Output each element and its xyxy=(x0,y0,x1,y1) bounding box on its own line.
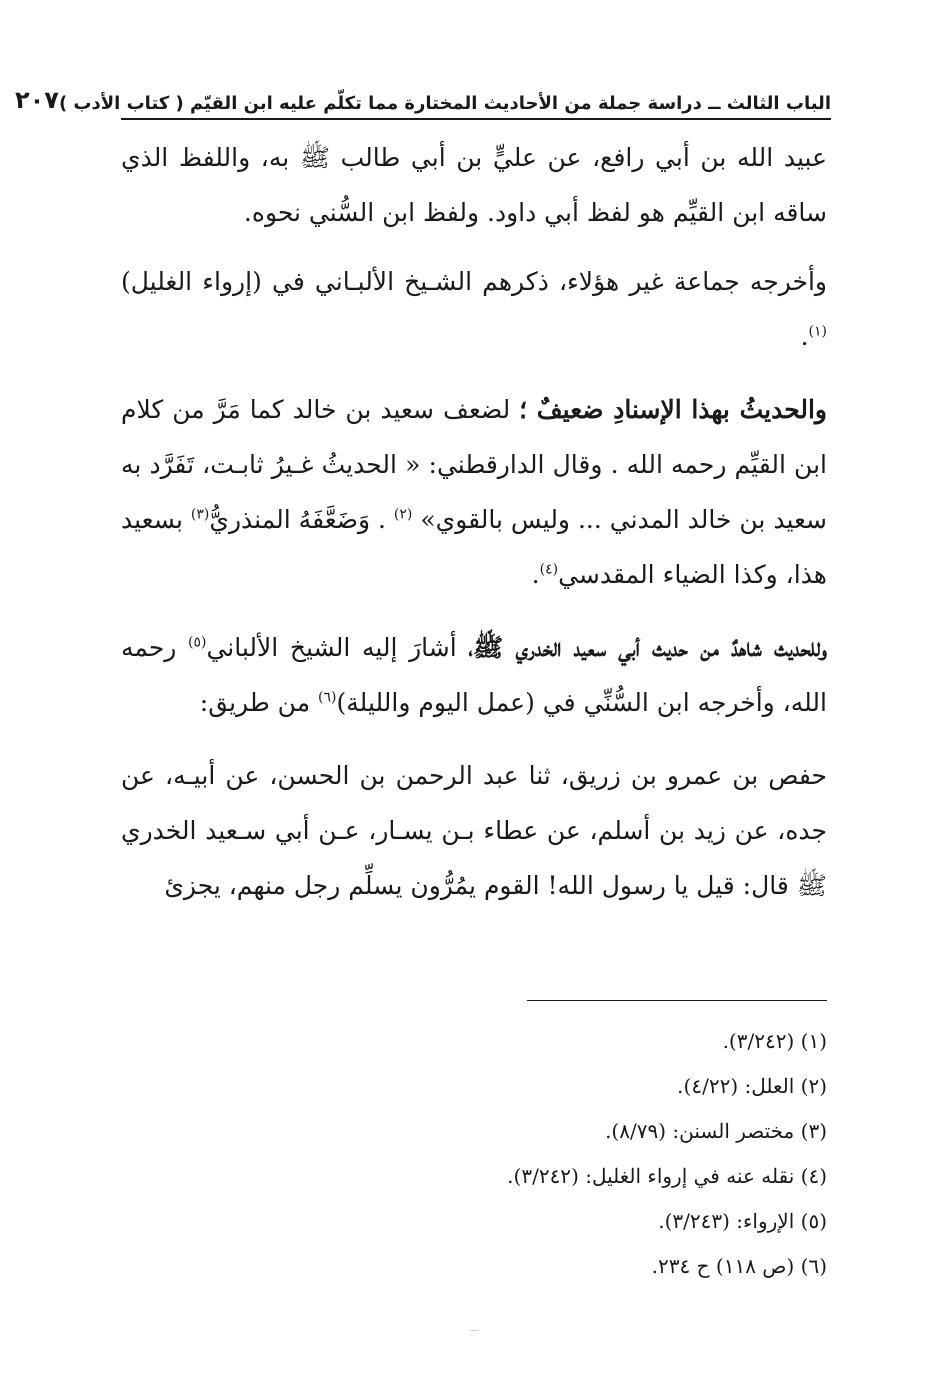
footnote-ref-5[interactable]: (٥) xyxy=(187,634,207,651)
scan-mark xyxy=(470,1330,478,1331)
footnotes xyxy=(121,1000,827,1289)
footnote-ref-3[interactable]: (٣) xyxy=(190,506,210,523)
paragraph-4-text-b: رحمه الله، وأخرجه ابن السُّنِّي في (عمل اليوم والليلة) xyxy=(121,633,827,717)
paragraph-5-text: حفص بن عمرو بن زريق، ثنا عبد الرحمن بن الحسن، عن أبيـه، عن جده، عن زيد بن أسلم، عن عطاء بـن يسـار، عـن أبي سـعيد الخدري ﷺ قال: قيل يا رسول الله! القوم يمُرُّون يسلِّم رجل منهم، يجزئ xyxy=(121,761,827,900)
footnote-1: (١) (٣/٢٤٢). xyxy=(722,1029,827,1053)
paragraph-2 xyxy=(121,254,827,364)
paragraph-3-end: . xyxy=(531,560,540,589)
paragraph-5 xyxy=(121,748,827,913)
footnote-divider xyxy=(527,1000,827,1001)
paragraph-3-text-a: لضعف سعيد بن خالد كما مَرَّ من كلام ابن القيِّم رحمه الله . وقال الدارقطني: « الحديثُ غـيرُ ثابـت، تَفَرَّد به سعيد بن خالد المدني ... وليس بالقوي» xyxy=(121,395,827,534)
paragraph-4-text-a: أشارَ إليه الشيخ الألباني xyxy=(206,633,469,662)
footnote-4: (٤) نقله عنه في إرواء الغليل: (٣/٢٤٢). xyxy=(507,1164,827,1188)
paragraph-1 xyxy=(121,130,827,240)
paragraph-3 xyxy=(121,382,827,602)
paragraph-2-end: . xyxy=(800,322,809,351)
paragraph-4-text-c: من طريق: xyxy=(199,688,319,717)
paragraph-3-text-c: بسعيد هذا، وكذا الضياء المقدسي xyxy=(120,505,827,589)
paragraph-1-text: عبيد الله بن أبي رافع، عن عليٍّ بن أبي طالب ﷺ به، واللفظ الذي ساقه ابن القيِّم هو لفظ أبي داود. ولفظ ابن السُّني نحوه. xyxy=(121,143,827,227)
paragraph-3-text-b: . وَضَعَّفَهُ المنذريُّ xyxy=(209,505,394,534)
footnote-ref-2[interactable]: (٢) xyxy=(393,506,413,523)
footnote-6: (٦) (ص ١١٨) ح ٢٣٤. xyxy=(651,1254,827,1278)
footnote-ref-6[interactable]: (٦) xyxy=(318,689,337,706)
header-title: الباب الثالث ــ دراسة جملة من الأحاديث المختارة مما تكلّم عليه ابن القيّم ( كتاب الأدب ) xyxy=(58,93,831,114)
paragraph-3-heading: والحديثُ بهذا الإسنادِ ضعيفٌ ؛ xyxy=(519,395,827,424)
main-text xyxy=(121,130,827,931)
footnote-3: (٣) مختصر السنن: (٨/٧٩). xyxy=(605,1119,827,1143)
running-header xyxy=(14,86,831,120)
footnote-ref-1[interactable]: (١) xyxy=(808,323,827,340)
footnote-2: (٢) العلل: (٤/٢٢). xyxy=(677,1074,827,1098)
footnote-5: (٥) الإرواء: (٣/٢٤٣). xyxy=(658,1209,827,1233)
page-number: ٢٠٧ xyxy=(14,86,59,114)
paragraph-4-heading: وللحديث شاهدٌ من حديث أبي سعيد الخدري ﷺ، xyxy=(468,633,827,662)
paragraph-4 xyxy=(121,620,827,730)
footnote-ref-4[interactable]: (٤) xyxy=(539,561,559,578)
paragraph-2-text: وأخرجه جماعة غير هؤلاء، ذكرهم الشـيخ الألبـاني في (إرواء الغليل) xyxy=(121,267,827,296)
